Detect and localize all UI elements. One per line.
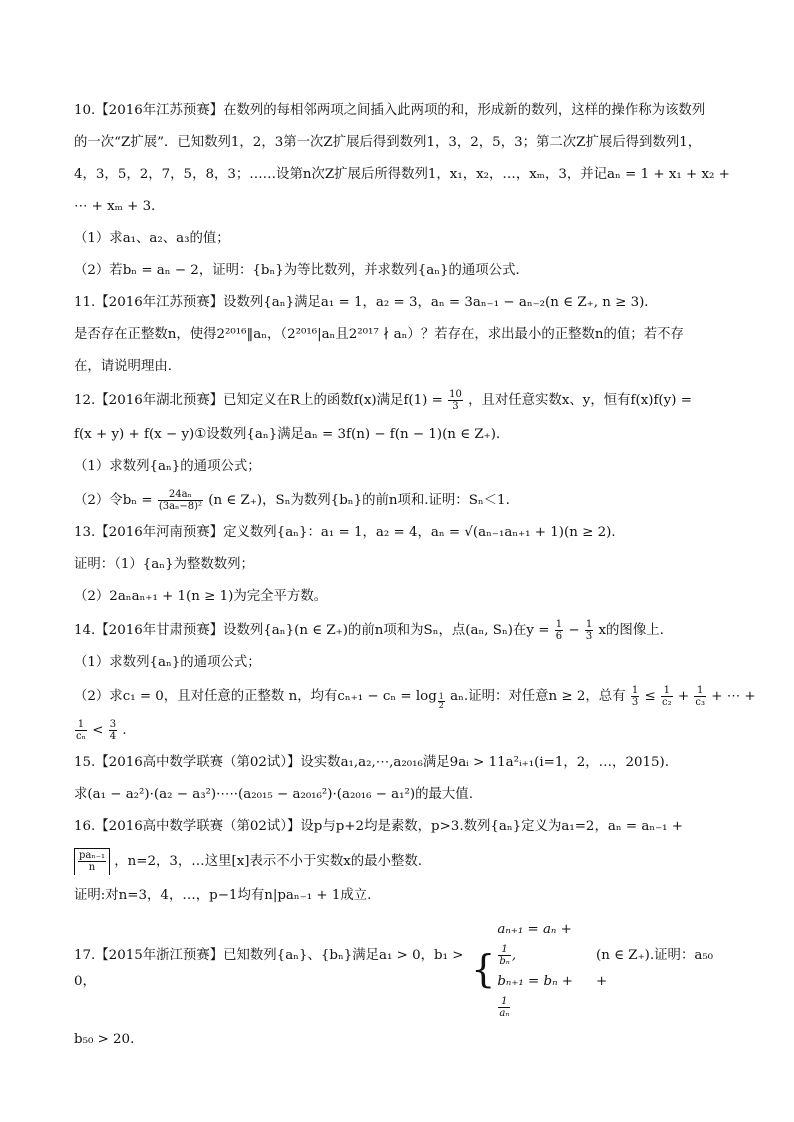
problem-13 (74, 520, 722, 610)
problem-13-line-1: 13.【2016年河南预赛】定义数列{aₙ}：a₁ = 1，a₂ = 4，aₙ = √(aₙ₋₁aₙ₊₁ + 1)(n ≥ 2)． (74, 525, 625, 540)
problem-12-part-2 (74, 488, 722, 514)
fraction (661, 685, 673, 708)
system-equation-1 (497, 917, 590, 969)
text-segment: 12.【2016年湖北预赛】已知定义在R上的函数f(x)满足f(1) = (74, 393, 443, 408)
text-segment: − (568, 623, 580, 638)
log-base-fraction (438, 693, 445, 710)
fraction-denominator: c₃ (695, 697, 705, 708)
text-segment: + ⋯ + (711, 689, 756, 704)
fraction-numerator: 24aₙ (158, 489, 203, 501)
text-segment: bₙ₊₁ = bₙ + (497, 974, 574, 989)
text-segment: aₙ.证明：对任意n ≥ 2，总有 (450, 689, 626, 704)
problem-15-line-1: 15.【2016高中数学联赛（第02试）】设实数a₁,a₂,⋯,a₂₀₁₆满足9aᵢ > 11a²ᵢ₊₁(i=1，2，…，2015). (74, 755, 670, 770)
fraction-numerator: 1 (585, 619, 593, 630)
fraction (555, 619, 563, 642)
problem-14 (74, 618, 756, 744)
problem-14-part-1: （1）求数列{aₙ}的通项公式； (74, 655, 261, 670)
fraction-denominator: 3 (452, 401, 459, 412)
text-segment: (n ∈ Z₊).证明：a₅₀ + (596, 948, 714, 989)
fraction (585, 619, 593, 642)
fraction-numerator: 3 (109, 719, 117, 730)
fraction (631, 685, 639, 708)
problem-17-line-1 (74, 917, 722, 1021)
ceiling-bracket (74, 848, 110, 875)
fraction-numerator: 1 (555, 619, 563, 630)
text-segment: , (511, 948, 517, 963)
problem-14-part-2-cont (74, 718, 722, 744)
problem-12-line-2: f(x + y) + f(x − y)①设数列{aₙ}满足aₙ = 3f(n) − f(n − 1)(n ∈ Z₊)． (74, 427, 510, 442)
text-segment: . (122, 723, 127, 738)
problem-12-line-1 (74, 388, 722, 414)
problem-11-line-2: 是否存在正整数n，使得2²⁰¹⁶‖aₙ，（2²⁰¹⁶|aₙ且2²⁰¹⁷ ∤ aₙ）？若存在，求出最小的正整数n的值；若不存 (74, 327, 684, 342)
problem-15 (74, 750, 722, 808)
left-brace: { (471, 947, 496, 991)
problem-16-line-3: 证明:对n=3，4，…，p−1均有n|paₙ₋₁ + 1成立. (74, 888, 372, 903)
text-segment: < (92, 723, 104, 738)
problem-10-line-1: 10.【2016年江苏预赛】在数列的每相邻两项之间插入此两项的和，形成新的数列，这样的操作称为该数列 (74, 103, 706, 118)
text-segment: （2）令bₙ = (74, 493, 153, 508)
problem-11-line-3: 在，请说明理由． (74, 359, 182, 374)
fraction (158, 489, 203, 512)
text-segment: 17.【2015年浙江预赛】已知数列{aₙ}、{bₙ}满足a₁ > 0，b₁ > 0， (74, 948, 464, 989)
problem-16 (74, 814, 722, 909)
problem-10-line-4: ⋯ + xₘ + 3． (74, 199, 165, 214)
problem-12 (74, 388, 722, 514)
problem-15-line-2: 求(a₁ − a₂²)·(a₂ − a₃²)·⋯·(a₂₀₁₅ − a₂₀₁₆²)·(a₂₀₁₆ − a₁²)的最大值. (74, 787, 473, 802)
problem-14-line-1 (74, 618, 722, 644)
problem-14-part-2 (74, 684, 756, 710)
text-segment: （2）求c₁ = 0，且对任意的正整数 n，均有cₙ₊₁ − cₙ = log (74, 689, 437, 704)
problem-10 (74, 98, 730, 284)
text-segment: + (677, 689, 690, 704)
fraction-denominator: 3 (585, 631, 593, 642)
fraction (694, 685, 706, 708)
text-segment: 14.【2016年甘肃预赛】设数列{aₙ}(n ∈ Z₊)的前n项和为Sₙ，点(aₙ, Sₙ)在y = (74, 623, 550, 638)
text-segment: x的图像上. (598, 623, 664, 638)
fraction-denominator: cₙ (76, 731, 86, 742)
fraction (109, 719, 117, 742)
fraction-denominator: (3aₙ−8)² (158, 501, 203, 512)
problem-17-line-2: b₅₀ > 20. (74, 1032, 135, 1047)
fraction (498, 944, 510, 967)
text-segment: ，且对任意实数x、y，恒有f(x)f(y) = (468, 393, 692, 408)
problem-13-line-2: 证明：（1）{aₙ}为整数数列； (74, 557, 254, 572)
problem-12-part-1: （1）求数列{aₙ}的通项公式； (74, 459, 261, 474)
problem-11-line-1: 11.【2016年江苏预赛】设数列{aₙ}满足a₁ = 1，a₂ = 3，aₙ = 3aₙ₋₁ − aₙ₋₂(n ∈ Z₊, n ≥ 3)． (74, 295, 658, 310)
fraction-numerator: paₙ₋₁ (79, 850, 105, 861)
fraction-numerator: 1 (498, 996, 510, 1008)
problem-11 (74, 290, 722, 380)
fraction (498, 996, 510, 1019)
fraction-numerator: 1 (661, 685, 673, 697)
fraction (75, 719, 87, 742)
problem-16-line-2 (74, 848, 722, 875)
fraction-numerator: 1 (438, 692, 444, 701)
system-equation-2 (497, 969, 590, 1021)
text-segment: (n ∈ Z₊)，Sₙ为数列{bₙ}的前n项和.证明：Sₙ＜1. (208, 493, 510, 508)
problem-17 (74, 917, 722, 1053)
text-segment: aₙ₊₁ = aₙ + (497, 922, 572, 937)
fraction-denominator: bₙ (499, 956, 510, 967)
problem-list (74, 98, 756, 1053)
equation-system (497, 917, 590, 1021)
fraction-numerator: 10 (449, 389, 462, 400)
fraction-denominator: 2 (438, 701, 444, 710)
fraction-numerator: 1 (694, 685, 706, 697)
text-segment: ，n=2，3，…这里[x]表示不小于实数x的最小整数. (114, 854, 422, 869)
problem-10-line-2: 的一次“Z扩展”．已知数列1，2，3第一次Z扩展后得到数列1，3，2，5，3；第二次Z扩展后得到数列1， (74, 135, 702, 150)
fraction-denominator: 4 (109, 731, 117, 742)
fraction-denominator: aₙ (499, 1008, 510, 1019)
problem-16-line-1: 16.【2016高中数学联赛（第02试）】设p与p+2均是素数，p>3.数列{aₙ}定义为a₁=2，aₙ = aₙ₋₁ + (74, 819, 684, 834)
fraction-denominator: c₂ (662, 697, 672, 708)
problem-10-part-2: （2）若bₙ = aₙ − 2，证明：{bₙ}为等比数列，并求数列{aₙ}的通项公式． (74, 263, 529, 278)
fraction-numerator: 1 (75, 719, 87, 731)
fraction (448, 389, 463, 412)
problem-10-line-3: 4，3，5，2，7，5，8，3；……设第n次Z扩展后所得数列1，x₁，x₂，…，xₘ，3，并记aₙ = 1 + x₁ + x₂ + (74, 167, 730, 182)
fraction-denominator: n (88, 862, 96, 873)
problem-10-part-1: （1）求a₁、a₂、a₃的值； (74, 231, 230, 246)
fraction-denominator: 6 (555, 631, 563, 642)
text-segment: ≤ (644, 689, 656, 704)
fraction-numerator: 1 (631, 685, 639, 696)
fraction-denominator: 3 (631, 697, 639, 708)
problem-13-line-3: （2）2aₙaₙ₊₁ + 1(n ≥ 1)为完全平方数。 (74, 589, 328, 604)
fraction-numerator: 1 (498, 944, 510, 956)
fraction (78, 850, 106, 873)
